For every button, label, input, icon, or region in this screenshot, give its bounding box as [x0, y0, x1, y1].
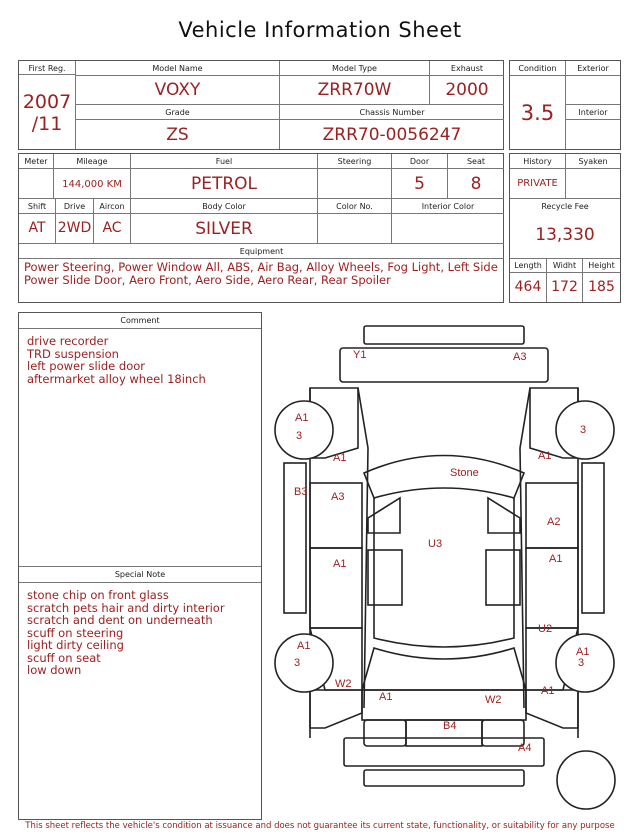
grade-value: ZS	[166, 125, 189, 145]
recycle-fee-label: Recycle Fee	[541, 202, 589, 211]
recycle-fee-value: 13,330	[535, 225, 595, 245]
model-name-label: Model Name	[152, 64, 203, 73]
seat-value: 8	[470, 174, 482, 194]
length-label: Length	[514, 261, 542, 270]
special-note-line-6: scuff on seat	[27, 650, 101, 665]
damage-3-front-left-wheel: 3	[296, 430, 303, 442]
damage-a3-left: A3	[331, 491, 345, 503]
shift-label: Shift	[27, 202, 47, 211]
length-value: 464	[514, 279, 542, 295]
special-note-line-5: light dirty ceiling	[27, 638, 124, 652]
aircon-label: Aircon	[99, 202, 125, 211]
comment-panel	[18, 312, 262, 820]
first-reg-month: /11	[31, 113, 63, 135]
comment-line-1: drive recorder	[27, 334, 109, 348]
fuel-value: PETROL	[190, 174, 258, 194]
chassis-label: Chassis Number	[359, 108, 425, 117]
special-note-line-3: scratch and dent on underneath	[27, 613, 213, 627]
equipment-list	[24, 261, 502, 286]
special-note-line-7: low down	[27, 663, 82, 677]
equipment-line-1: Power Steering, Power Window All, ABS, Air Bag, Alloy Wheels, Fog Light, Left Side	[24, 260, 498, 274]
history-value: PRIVATE	[517, 178, 558, 189]
page-title: Vehicle Information Sheet	[178, 18, 462, 42]
front-bumper	[364, 326, 524, 344]
damage-a1-mid-left: A1	[333, 558, 347, 570]
spare-wheel	[557, 751, 615, 809]
meter-label: Meter	[24, 157, 48, 166]
rear-bumper	[344, 738, 544, 766]
rear-step-bar	[364, 770, 524, 786]
model-table	[18, 60, 504, 150]
condition-table	[509, 60, 621, 150]
damage-y1: Y1	[353, 349, 367, 361]
mileage-label: Mileage	[76, 157, 108, 166]
seat-label: Seat	[466, 157, 486, 166]
rear-left-panel	[310, 690, 362, 728]
damage-a1-mid-right: A1	[549, 553, 563, 565]
rear-left-light	[364, 720, 406, 746]
model-type-value: ZRR70W	[317, 80, 392, 100]
first-reg-label: First Reg.	[28, 64, 66, 73]
rear-window	[362, 648, 526, 690]
comment-line-2: TRD suspension	[27, 346, 119, 361]
disclaimer-footer: This sheet reflects the vehicle's condition at issuance and does not guarantee its current state, functionality, or suitability for any purpose	[25, 821, 615, 831]
damage-a1-rear-left: A1	[379, 691, 393, 703]
mileage-value: 144,000 KM	[62, 179, 122, 190]
body-color-label: Body Color	[202, 202, 246, 211]
damage-u2: U2	[538, 623, 553, 635]
history-label: History	[523, 157, 552, 166]
comment-label: Comment	[120, 316, 160, 325]
height-label: Height	[588, 261, 615, 270]
damage-b3: B3	[294, 486, 308, 498]
fuel-label: Fuel	[215, 157, 233, 166]
door-value: 5	[414, 174, 425, 194]
steering-label: Steering	[337, 157, 372, 166]
drive-value: 2WD	[57, 220, 92, 236]
comment-line-4: aftermarket alloy wheel 18inch	[27, 371, 206, 386]
aircon-value: AC	[102, 220, 122, 236]
color-no-label: Color No.	[336, 202, 373, 211]
width-value: 172	[551, 279, 578, 295]
syaken-label: Syaken	[578, 157, 608, 166]
front-left-wheel	[275, 401, 333, 459]
equipment-label: Equipment	[239, 247, 284, 256]
special-note-label: Special Note	[114, 570, 166, 579]
damage-3-rear-right-wheel: 3	[578, 657, 585, 669]
body-color-value: SILVER	[195, 219, 253, 239]
right-step	[582, 463, 604, 613]
width-label: Widht	[552, 261, 577, 270]
damage-w2-rear: W2	[485, 694, 502, 706]
exterior-label: Exterior	[577, 64, 609, 73]
right-rear-window	[486, 550, 520, 605]
damage-a1-rear-left-wheel: A1	[297, 640, 311, 652]
condition-value: 3.5	[520, 101, 555, 125]
damage-a1-front-left: A1	[333, 452, 347, 464]
model-type-label: Model Type	[332, 64, 377, 73]
damage-a3-top: A3	[513, 351, 527, 363]
equipment-line-2: Power Slide Door, Aero Front, Aero Side, Aero Rear, Rear Spoiler	[24, 272, 391, 287]
exhaust-value: 2000	[445, 80, 489, 100]
damage-a1-rear-right-wheel: A1	[576, 646, 590, 658]
damage-a4: A4	[518, 742, 532, 754]
damage-stone-windshield: Stone	[450, 467, 479, 479]
spec-table	[18, 153, 504, 303]
first-reg-year: 2007	[22, 91, 72, 113]
damage-a1-front-left-wheel: A1	[295, 412, 309, 424]
damage-3-front-right-wheel: 3	[580, 424, 587, 436]
shift-value: AT	[28, 220, 46, 236]
history-table	[509, 153, 621, 303]
condition-label: Condition	[518, 64, 557, 73]
special-note-list	[27, 589, 225, 677]
damage-b4: B4	[443, 720, 457, 732]
rear-right-wheel	[556, 634, 614, 692]
damage-a1-rear-right: A1	[541, 685, 555, 697]
height-value: 185	[588, 279, 615, 295]
damage-3-rear-left-wheel: 3	[294, 657, 301, 669]
special-note-line-2: scratch pets hair and dirty interior	[27, 600, 225, 615]
damage-a1-front-right: A1	[538, 450, 552, 462]
comment-line-3: left power slide door	[27, 359, 145, 373]
comment-list	[27, 335, 206, 385]
roof	[374, 498, 514, 647]
damage-u3: U3	[428, 538, 443, 550]
chassis-value: ZRR70-0056247	[322, 125, 462, 145]
interior-label: Interior	[578, 108, 608, 117]
car-diagram	[270, 318, 630, 818]
model-name-value: VOXY	[154, 80, 201, 100]
left-front-window	[368, 498, 400, 533]
damage-a2: A2	[547, 516, 561, 528]
grade-label: Grade	[165, 108, 190, 117]
right-front-window	[488, 498, 520, 533]
left-rear-window	[368, 550, 402, 605]
door-label: Door	[409, 157, 430, 166]
special-note-line-1: stone chip on front glass	[27, 588, 169, 602]
exhaust-label: Exhaust	[450, 64, 484, 73]
windshield	[364, 456, 524, 499]
special-note-line-4: scuff on steering	[27, 625, 124, 640]
damage-w2-left: W2	[335, 678, 352, 690]
interior-color-label: Interior Color	[421, 202, 475, 211]
drive-label: Drive	[63, 202, 86, 211]
